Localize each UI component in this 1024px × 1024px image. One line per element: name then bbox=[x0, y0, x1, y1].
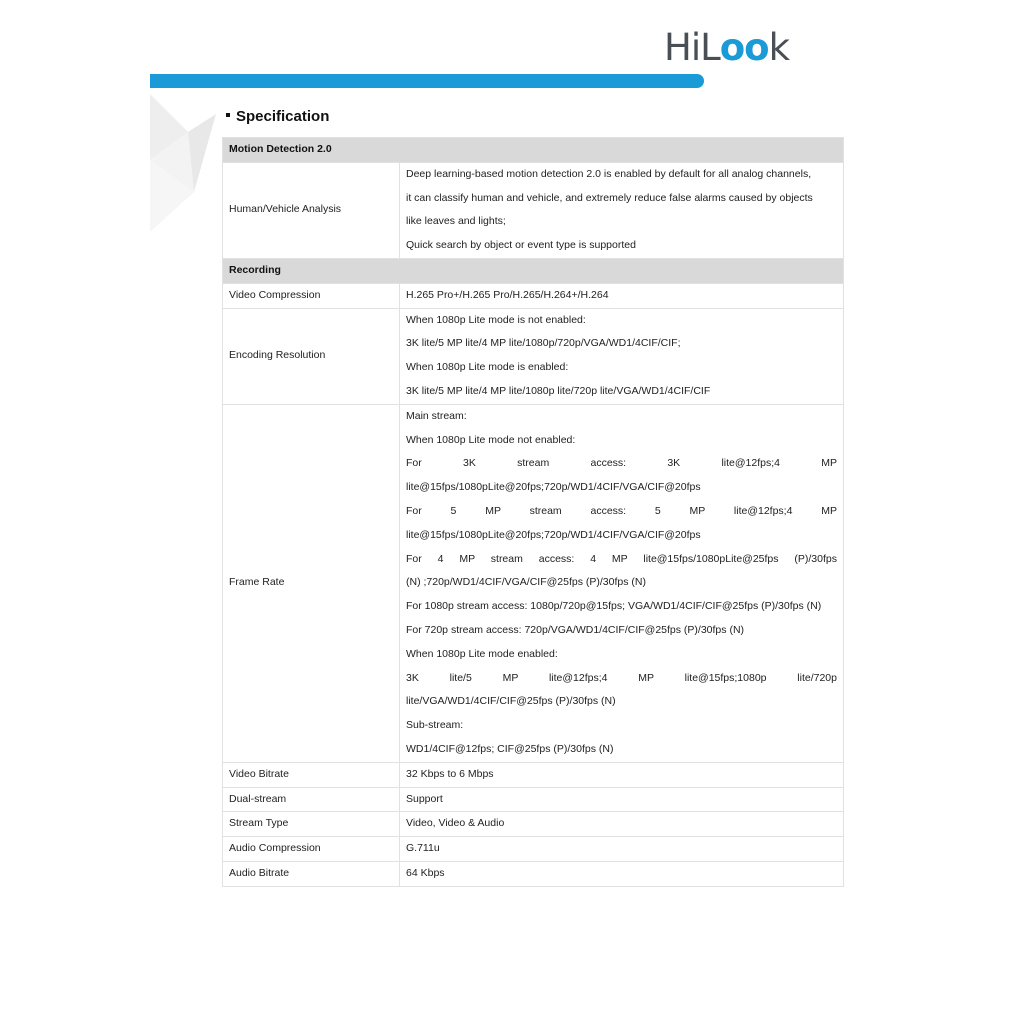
row-label: Frame Rate bbox=[223, 404, 400, 762]
table-row bbox=[223, 404, 844, 762]
row-value bbox=[400, 837, 844, 862]
value-line: For 4 MP stream access: 4 MP lite@15fps/1080pLite@25fps (P)/30fps bbox=[406, 552, 837, 565]
table-row bbox=[223, 283, 844, 308]
specification-table bbox=[222, 137, 844, 887]
row-value bbox=[400, 404, 844, 762]
value-line: (N) ;720p/WD1/4CIF/VGA/CIF@25fps (P)/30fps (N) bbox=[406, 576, 646, 589]
row-label: Human/Vehicle Analysis bbox=[223, 162, 400, 258]
section-header-row bbox=[223, 138, 844, 163]
value-line: Main stream: bbox=[406, 409, 467, 422]
row-value bbox=[400, 861, 844, 886]
value-line: Sub-stream: bbox=[406, 719, 464, 732]
value-line: 32 Kbps to 6 Mbps bbox=[406, 767, 494, 780]
row-label: Dual-stream bbox=[223, 787, 400, 812]
logo-eyes-icon: oo bbox=[719, 26, 769, 69]
value-line: G.711u bbox=[406, 842, 440, 855]
row-label: Encoding Resolution bbox=[223, 308, 400, 404]
value-line: For 1080p stream access: 1080p/720p@15fps; VGA/WD1/4CIF/CIF@25fps (P)/30fps (N) bbox=[406, 600, 822, 613]
value-line: For 5 MP stream access: 5 MP lite@12fps;4 MP bbox=[406, 504, 837, 517]
row-value bbox=[400, 162, 844, 258]
value-line: H.265 Pro+/H.265 Pro/H.265/H.264+/H.264 bbox=[406, 288, 609, 301]
value-line: For 3K stream access: 3K lite@12fps;4 MP bbox=[406, 457, 837, 470]
value-line: like leaves and lights; bbox=[406, 215, 506, 228]
value-line: When 1080p Lite mode is not enabled: bbox=[406, 313, 586, 326]
value-line: When 1080p Lite mode enabled: bbox=[406, 647, 558, 660]
bullet-icon bbox=[226, 113, 230, 117]
row-label: Video Bitrate bbox=[223, 762, 400, 787]
value-line: 3K lite/5 MP lite/4 MP lite/1080p lite/720p lite/VGA/WD1/4CIF/CIF bbox=[406, 384, 711, 397]
value-line: 3K lite/5 MP lite/4 MP lite/1080p/720p/VGA/WD1/4CIF/CIF; bbox=[406, 337, 681, 350]
section-title: Specification bbox=[226, 108, 329, 125]
value-line: 3K lite/5 MP lite@12fps;4 MP lite@15fps;1080p lite/720p bbox=[406, 671, 837, 684]
table-row bbox=[223, 861, 844, 886]
value-line: For 720p stream access: 720p/VGA/WD1/4CIF/CIF@25fps (P)/30fps (N) bbox=[406, 623, 745, 636]
table-row bbox=[223, 162, 844, 258]
row-label: Audio Bitrate bbox=[223, 861, 400, 886]
value-line: Video, Video & Audio bbox=[406, 817, 505, 830]
value-line: WD1/4CIF@12fps; CIF@25fps (P)/30fps (N) bbox=[406, 742, 614, 755]
row-value bbox=[400, 812, 844, 837]
row-label: Audio Compression bbox=[223, 837, 400, 862]
value-line: lite/VGA/WD1/4CIF/CIF@25fps (P)/30fps (N) bbox=[406, 695, 616, 708]
value-line: lite@15fps/1080pLite@20fps;720p/WD1/4CIF/VGA/CIF@20fps bbox=[406, 481, 701, 494]
row-label: Video Compression bbox=[223, 283, 400, 308]
section-header: Motion Detection 2.0 bbox=[223, 138, 844, 163]
value-line: 64 Kbps bbox=[406, 866, 445, 879]
decorative-triangles-icon bbox=[148, 92, 218, 234]
value-line: it can classify human and vehicle, and extremely reduce false alarms caused by objects bbox=[406, 191, 813, 204]
table-row bbox=[223, 787, 844, 812]
header-banner bbox=[150, 74, 704, 88]
hilook-logo: HiLook bbox=[664, 26, 790, 69]
value-line: lite@15fps/1080pLite@20fps;720p/WD1/4CIF/VGA/CIF@20fps bbox=[406, 528, 701, 541]
value-line: Deep learning-based motion detection 2.0 is enabled by default for all analog channels, bbox=[406, 167, 812, 180]
table-row bbox=[223, 308, 844, 404]
table-row bbox=[223, 837, 844, 862]
section-header-row bbox=[223, 258, 844, 283]
row-value bbox=[400, 308, 844, 404]
section-header: Recording bbox=[223, 258, 844, 283]
row-value bbox=[400, 762, 844, 787]
table-row bbox=[223, 812, 844, 837]
value-line: When 1080p Lite mode is enabled: bbox=[406, 361, 569, 374]
row-label: Stream Type bbox=[223, 812, 400, 837]
table-row bbox=[223, 762, 844, 787]
value-line: Support bbox=[406, 792, 443, 805]
value-line: Quick search by object or event type is supported bbox=[406, 239, 636, 252]
value-line: When 1080p Lite mode not enabled: bbox=[406, 433, 576, 446]
row-value bbox=[400, 787, 844, 812]
row-value bbox=[400, 283, 844, 308]
